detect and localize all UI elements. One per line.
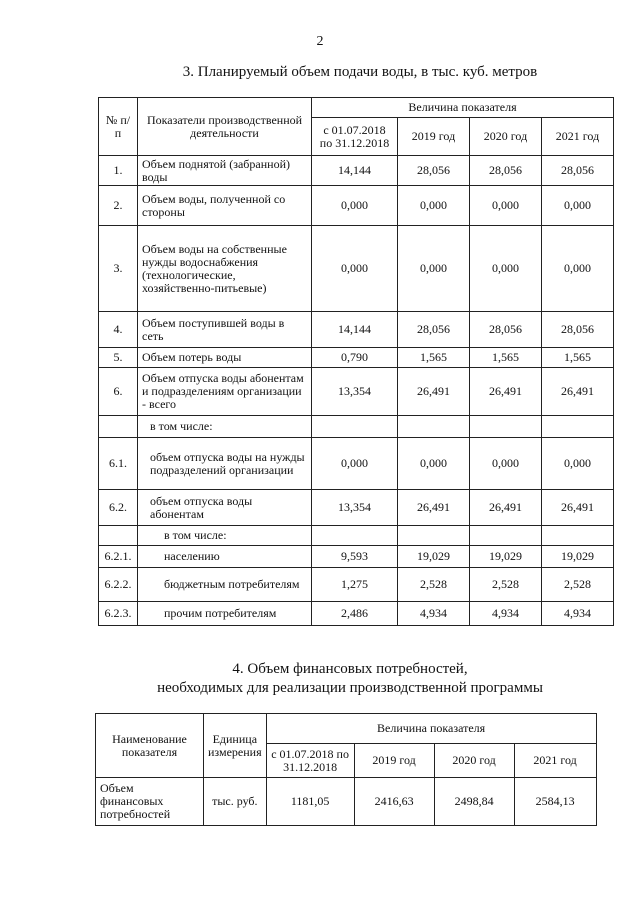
table-row: [99, 568, 614, 602]
table-row: [96, 778, 597, 826]
row-num: [99, 416, 138, 438]
row-label: бюджетным потребителям: [138, 568, 312, 602]
header-num: № п/п: [99, 98, 138, 156]
cell-value: 4,934: [470, 602, 542, 626]
water-supply-table: [98, 97, 614, 626]
cell-value: 0,000: [398, 438, 470, 490]
header-period: 2020 год: [470, 118, 542, 156]
cell-value: 9,593: [312, 546, 398, 568]
cell-value: 28,056: [470, 156, 542, 186]
cell-value: 0,000: [470, 226, 542, 312]
table-row: [99, 490, 614, 526]
row-num: 5.: [99, 348, 138, 368]
row-label: в том числе:: [138, 416, 312, 438]
cell-value: 1181,05: [266, 778, 354, 826]
row-label: Объем поднятой (забранной) воды: [138, 156, 312, 186]
row-num: 3.: [99, 226, 138, 312]
row-label: прочим потребителям: [138, 602, 312, 626]
cell-value: 0,000: [312, 438, 398, 490]
cell-value: 0,000: [470, 438, 542, 490]
header-name: Наименование показателя: [96, 714, 204, 778]
cell-value: 4,934: [398, 602, 470, 626]
row-label: Объем воды на собственные нужды водоснабжения (технологические, хозяйственно-питьевые): [138, 226, 312, 312]
row-label: объем отпуска воды на нужды подразделений организации: [138, 438, 312, 490]
cell-value: [398, 526, 470, 546]
cell-value: 1,565: [542, 348, 614, 368]
financial-needs-table: [95, 713, 597, 826]
cell-value: 0,790: [312, 348, 398, 368]
cell-value: 26,491: [542, 490, 614, 526]
cell-value: 0,000: [542, 438, 614, 490]
cell-value: 2416,63: [354, 778, 434, 826]
header-value-group: Величина показателя: [312, 98, 614, 118]
cell-value: 26,491: [542, 368, 614, 416]
cell-value: [470, 526, 542, 546]
row-num: 6.2.2.: [99, 568, 138, 602]
cell-value: [398, 416, 470, 438]
row-num: [99, 526, 138, 546]
table-row: [99, 156, 614, 186]
cell-value: [312, 416, 398, 438]
cell-value: 0,000: [542, 226, 614, 312]
cell-value: 13,354: [312, 490, 398, 526]
table-row: [99, 602, 614, 626]
row-label: населению: [138, 546, 312, 568]
cell-value: 2498,84: [434, 778, 514, 826]
row-label: Объем отпуска воды абонентам и подразделениям организации - всего: [138, 368, 312, 416]
cell-value: 0,000: [312, 186, 398, 226]
header-period: 2021 год: [542, 118, 614, 156]
cell-value: 1,275: [312, 568, 398, 602]
cell-value: 28,056: [542, 312, 614, 348]
header-period: с 01.07.2018 по 31.12.2018: [266, 744, 354, 778]
cell-value: 1,565: [398, 348, 470, 368]
cell-value: 4,934: [542, 602, 614, 626]
header-value-group: Величина показателя: [266, 714, 596, 744]
cell-value: 1,565: [470, 348, 542, 368]
row-num: 6.1.: [99, 438, 138, 490]
row-unit: тыс. руб.: [204, 778, 267, 826]
cell-value: 2584,13: [514, 778, 596, 826]
cell-value: [312, 526, 398, 546]
table-row: [99, 546, 614, 568]
cell-value: 26,491: [398, 368, 470, 416]
row-num: 6.: [99, 368, 138, 416]
cell-value: 28,056: [542, 156, 614, 186]
row-num: 6.2.3.: [99, 602, 138, 626]
cell-value: 2,528: [398, 568, 470, 602]
row-label: Объем финансовых потребностей: [96, 778, 204, 826]
cell-value: 2,486: [312, 602, 398, 626]
cell-value: 0,000: [398, 186, 470, 226]
cell-value: 28,056: [470, 312, 542, 348]
header-period: 2019 год: [354, 744, 434, 778]
table-row: [99, 438, 614, 490]
row-num: 1.: [99, 156, 138, 186]
table-row: [99, 348, 614, 368]
cell-value: 19,029: [398, 546, 470, 568]
cell-value: 19,029: [542, 546, 614, 568]
cell-value: 13,354: [312, 368, 398, 416]
section-4-title-line1: 4. Объем финансовых потребностей,: [232, 661, 468, 677]
row-num: 6.2.1.: [99, 546, 138, 568]
table-row: [99, 416, 614, 438]
row-label: Объем воды, полученной со стороны: [138, 186, 312, 226]
cell-value: 19,029: [470, 546, 542, 568]
cell-value: 26,491: [470, 368, 542, 416]
header-unit: Единица измерения: [204, 714, 267, 778]
cell-value: 0,000: [542, 186, 614, 226]
cell-value: 28,056: [398, 156, 470, 186]
header-indicator: Показатели производственной деятельности: [138, 98, 312, 156]
row-num: 6.2.: [99, 490, 138, 526]
cell-value: 0,000: [398, 226, 470, 312]
cell-value: 14,144: [312, 312, 398, 348]
table-row: [99, 526, 614, 546]
cell-value: 26,491: [398, 490, 470, 526]
cell-value: 0,000: [312, 226, 398, 312]
page-number: 2: [316, 34, 324, 49]
row-num: 2.: [99, 186, 138, 226]
section-4-title: [100, 660, 600, 698]
table-row: [99, 226, 614, 312]
cell-value: 26,491: [470, 490, 542, 526]
row-num: 4.: [99, 312, 138, 348]
section-3-title: 3. Планируемый объем подачи воды, в тыс. куб. метров: [182, 64, 538, 80]
cell-value: 14,144: [312, 156, 398, 186]
cell-value: [542, 526, 614, 546]
section-4-title-line2: необходимых для реализации производственной программы: [157, 680, 543, 696]
row-label: объем отпуска воды абонентам: [138, 490, 312, 526]
cell-value: 0,000: [470, 186, 542, 226]
cell-value: 2,528: [470, 568, 542, 602]
table-row: [99, 368, 614, 416]
table-row: [99, 186, 614, 226]
cell-value: 2,528: [542, 568, 614, 602]
table-row: [99, 312, 614, 348]
header-period: 2021 год: [514, 744, 596, 778]
row-label: Объем потерь воды: [138, 348, 312, 368]
cell-value: [470, 416, 542, 438]
row-label: в том числе:: [138, 526, 312, 546]
header-period: 2020 год: [434, 744, 514, 778]
header-period: 2019 год: [398, 118, 470, 156]
cell-value: 28,056: [398, 312, 470, 348]
header-period: с 01.07.2018 по 31.12.2018: [312, 118, 398, 156]
row-label: Объем поступившей воды в сеть: [138, 312, 312, 348]
cell-value: [542, 416, 614, 438]
